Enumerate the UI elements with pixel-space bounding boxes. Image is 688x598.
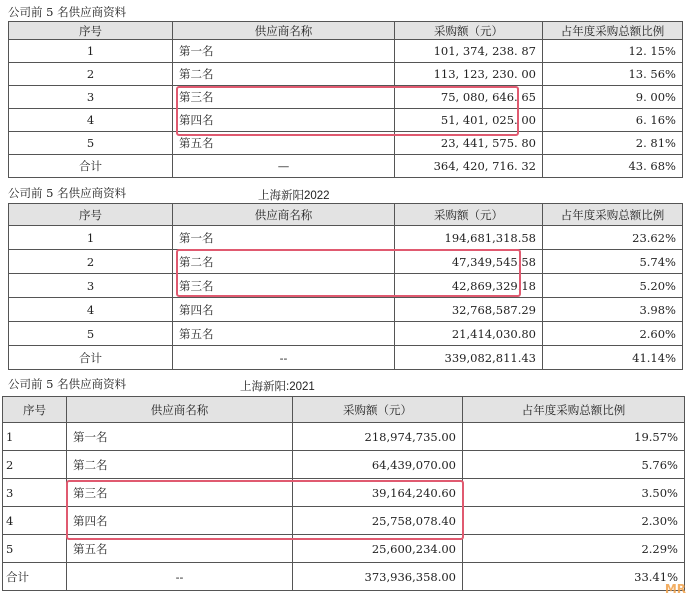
total-name: — bbox=[173, 155, 395, 178]
supplier-table bbox=[8, 21, 683, 178]
col-header-no: 序号 bbox=[9, 22, 173, 40]
cell-amount: 39,164,240.60 bbox=[293, 479, 463, 507]
col-header-ratio: 占年度采购总额比例 bbox=[463, 397, 685, 423]
cell-ratio: 23.62% bbox=[543, 226, 683, 250]
total-ratio: 41.14% bbox=[543, 346, 683, 370]
total-name: -- bbox=[67, 563, 293, 591]
total-amount: 339,082,811.43 bbox=[395, 346, 543, 370]
cell-ratio: 3.50% bbox=[463, 479, 685, 507]
cell-name: 第二名 bbox=[67, 451, 293, 479]
table-row bbox=[9, 250, 683, 274]
supplier-table-block-3 bbox=[0, 370, 688, 598]
cell-no: 3 bbox=[3, 479, 67, 507]
table-subtitle: 上海新阳2022 bbox=[258, 190, 330, 202]
supplier-table-block-1 bbox=[0, 0, 688, 185]
supplier-table-block-2 bbox=[0, 185, 688, 370]
cell-name: 第三名 bbox=[67, 479, 293, 507]
cell-ratio: 13. 56% bbox=[543, 63, 683, 86]
cell-no: 3 bbox=[9, 86, 173, 109]
cell-name: 第二名 bbox=[173, 250, 395, 274]
table-subtitle: 上海新阳:2021 bbox=[240, 381, 315, 393]
col-header-amount: 采购额（元） bbox=[395, 22, 543, 40]
col-header-amount: 采购额（元） bbox=[293, 397, 463, 423]
table-header-row bbox=[9, 22, 683, 40]
cell-no: 2 bbox=[3, 451, 67, 479]
table-header-row bbox=[3, 397, 685, 423]
cell-ratio: 5.74% bbox=[543, 250, 683, 274]
table-row bbox=[9, 298, 683, 322]
total-ratio: 43. 68% bbox=[543, 155, 683, 178]
cell-no: 3 bbox=[9, 274, 173, 298]
cell-name: 第四名 bbox=[173, 298, 395, 322]
cell-ratio: 2.60% bbox=[543, 322, 683, 346]
col-header-no: 序号 bbox=[3, 397, 67, 423]
cell-no: 4 bbox=[3, 507, 67, 535]
cell-no: 2 bbox=[9, 63, 173, 86]
table-row bbox=[3, 479, 685, 507]
supplier-table bbox=[8, 203, 683, 370]
cell-amount: 218,974,735.00 bbox=[293, 423, 463, 451]
cell-amount: 75, 080, 646. 65 bbox=[395, 86, 543, 109]
cell-name: 第一名 bbox=[67, 423, 293, 451]
cell-no: 4 bbox=[9, 109, 173, 132]
cell-amount: 64,439,070.00 bbox=[293, 451, 463, 479]
col-header-amount: 采购额（元） bbox=[395, 204, 543, 226]
col-header-no: 序号 bbox=[9, 204, 173, 226]
cell-no: 4 bbox=[9, 298, 173, 322]
cell-amount: 47,349,545.58 bbox=[395, 250, 543, 274]
col-header-name: 供应商名称 bbox=[67, 397, 293, 423]
total-ratio: 33.41% bbox=[463, 563, 685, 591]
col-header-ratio: 占年度采购总额比例 bbox=[543, 22, 683, 40]
cell-amount: 21,414,030.80 bbox=[395, 322, 543, 346]
table-row bbox=[9, 274, 683, 298]
table-caption: 公司前 5 名供应商资料 bbox=[8, 5, 127, 19]
cell-amount: 23, 441, 575. 80 bbox=[395, 132, 543, 155]
table-row bbox=[9, 132, 683, 155]
table-row bbox=[9, 226, 683, 250]
total-label: 合计 bbox=[9, 155, 173, 178]
table-header-row bbox=[9, 204, 683, 226]
table-row bbox=[9, 322, 683, 346]
watermark-logo: MR bbox=[664, 582, 686, 596]
cell-ratio: 9. 00% bbox=[543, 86, 683, 109]
cell-no: 1 bbox=[3, 423, 67, 451]
table-row bbox=[3, 423, 685, 451]
cell-no: 5 bbox=[9, 322, 173, 346]
table-row bbox=[9, 109, 683, 132]
col-header-name: 供应商名称 bbox=[173, 204, 395, 226]
cell-amount: 25,758,078.40 bbox=[293, 507, 463, 535]
cell-ratio: 2.29% bbox=[463, 535, 685, 563]
total-amount: 373,936,358.00 bbox=[293, 563, 463, 591]
cell-ratio: 6. 16% bbox=[543, 109, 683, 132]
cell-name: 第五名 bbox=[67, 535, 293, 563]
cell-name: 第一名 bbox=[173, 226, 395, 250]
table-caption: 公司前 5 名供应商资料 bbox=[8, 186, 127, 200]
total-label: 合计 bbox=[3, 563, 67, 591]
cell-ratio: 5.76% bbox=[463, 451, 685, 479]
cell-name: 第四名 bbox=[173, 109, 395, 132]
cell-amount: 42,869,329.18 bbox=[395, 274, 543, 298]
cell-amount: 113, 123, 230. 00 bbox=[395, 63, 543, 86]
table-row bbox=[3, 535, 685, 563]
cell-ratio: 3.98% bbox=[543, 298, 683, 322]
cell-no: 1 bbox=[9, 40, 173, 63]
total-amount: 364, 420, 716. 32 bbox=[395, 155, 543, 178]
cell-no: 5 bbox=[3, 535, 67, 563]
table-row bbox=[9, 86, 683, 109]
col-header-name: 供应商名称 bbox=[173, 22, 395, 40]
cell-name: 第一名 bbox=[173, 40, 395, 63]
cell-name: 第三名 bbox=[173, 86, 395, 109]
table-caption: 公司前 5 名供应商资料 bbox=[8, 377, 127, 391]
table-total-row bbox=[9, 155, 683, 178]
cell-ratio: 5.20% bbox=[543, 274, 683, 298]
cell-amount: 194,681,318.58 bbox=[395, 226, 543, 250]
table-total-row bbox=[3, 563, 685, 591]
table-row bbox=[3, 451, 685, 479]
cell-ratio: 12. 15% bbox=[543, 40, 683, 63]
col-header-ratio: 占年度采购总额比例 bbox=[543, 204, 683, 226]
cell-name: 第二名 bbox=[173, 63, 395, 86]
cell-amount: 101, 374, 238. 87 bbox=[395, 40, 543, 63]
cell-no: 1 bbox=[9, 226, 173, 250]
table-row bbox=[3, 507, 685, 535]
cell-amount: 32,768,587.29 bbox=[395, 298, 543, 322]
cell-amount: 51, 401, 025. 00 bbox=[395, 109, 543, 132]
cell-name: 第五名 bbox=[173, 132, 395, 155]
cell-ratio: 19.57% bbox=[463, 423, 685, 451]
cell-ratio: 2.30% bbox=[463, 507, 685, 535]
cell-name: 第三名 bbox=[173, 274, 395, 298]
cell-no: 2 bbox=[9, 250, 173, 274]
table-row bbox=[9, 63, 683, 86]
cell-name: 第五名 bbox=[173, 322, 395, 346]
table-row bbox=[9, 40, 683, 63]
total-label: 合计 bbox=[9, 346, 173, 370]
cell-name: 第四名 bbox=[67, 507, 293, 535]
cell-no: 5 bbox=[9, 132, 173, 155]
supplier-table bbox=[2, 396, 685, 591]
total-name: -- bbox=[173, 346, 395, 370]
table-total-row bbox=[9, 346, 683, 370]
cell-amount: 25,600,234.00 bbox=[293, 535, 463, 563]
cell-ratio: 2. 81% bbox=[543, 132, 683, 155]
